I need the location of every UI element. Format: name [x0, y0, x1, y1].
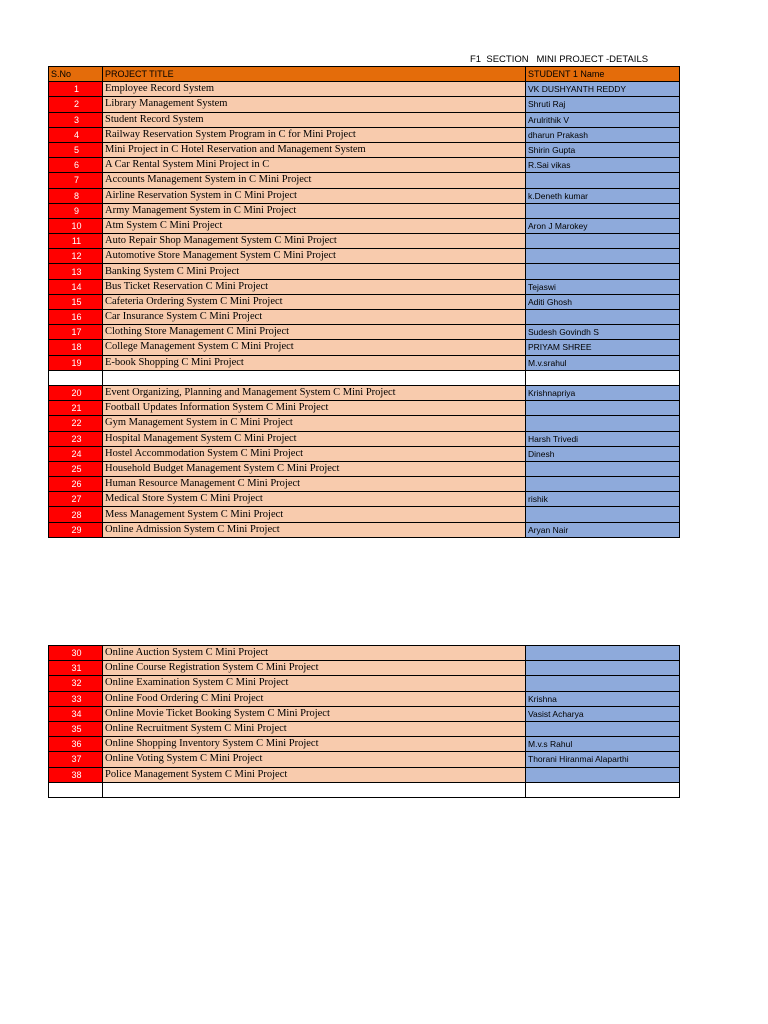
- project-title-cell[interactable]: Student Record System: [103, 112, 526, 127]
- sno-cell[interactable]: 18: [49, 340, 103, 355]
- student-name-cell[interactable]: Shruti Raj: [526, 97, 680, 112]
- student-name-cell[interactable]: [526, 767, 680, 782]
- student-name-cell[interactable]: Vasist Acharya: [526, 706, 680, 721]
- sno-cell[interactable]: 25: [49, 461, 103, 476]
- sno-cell[interactable]: 12: [49, 249, 103, 264]
- table-row: [49, 340, 680, 355]
- table-row: [49, 325, 680, 340]
- project-title-cell[interactable]: Online Recruitment System C Mini Project: [103, 721, 526, 736]
- sno-cell[interactable]: 30: [49, 646, 103, 661]
- header-sno[interactable]: S.No: [49, 67, 103, 82]
- project-title-cell[interactable]: Army Management System in C Mini Project: [103, 203, 526, 218]
- project-title-cell[interactable]: Car Insurance System C Mini Project: [103, 310, 526, 325]
- project-title-cell[interactable]: [103, 782, 526, 797]
- student-name-cell[interactable]: Dinesh: [526, 446, 680, 461]
- table-row: [49, 431, 680, 446]
- sno-cell[interactable]: [49, 370, 103, 385]
- student-name-cell[interactable]: PRIYAM SHREE: [526, 340, 680, 355]
- student-name-cell[interactable]: [526, 264, 680, 279]
- student-name-cell[interactable]: [526, 234, 680, 249]
- sno-cell[interactable]: 2: [49, 97, 103, 112]
- student-name-cell[interactable]: dharun Prakash: [526, 127, 680, 142]
- table-row: [49, 706, 680, 721]
- table-row: [49, 752, 680, 767]
- project-title-cell[interactable]: Hostel Accommodation System C Mini Project: [103, 446, 526, 461]
- project-title-cell[interactable]: Online Admission System C Mini Project: [103, 522, 526, 537]
- student-name-cell[interactable]: Shirin Gupta: [526, 142, 680, 157]
- sno-cell[interactable]: 34: [49, 706, 103, 721]
- student-name-cell[interactable]: rishik: [526, 492, 680, 507]
- sno-cell[interactable]: 19: [49, 355, 103, 370]
- student-name-cell[interactable]: [526, 646, 680, 661]
- sno-cell[interactable]: 15: [49, 294, 103, 309]
- project-title-cell[interactable]: Mini Project in C Hotel Reservation and Management System: [103, 142, 526, 157]
- student-name-cell[interactable]: [526, 370, 680, 385]
- table-row: [49, 446, 680, 461]
- table-row: [49, 676, 680, 691]
- project-title-cell[interactable]: Gym Management System in C Mini Project: [103, 416, 526, 431]
- table-row: [49, 661, 680, 676]
- sno-cell[interactable]: 36: [49, 737, 103, 752]
- sno-cell[interactable]: 20: [49, 385, 103, 400]
- table-row: [49, 782, 680, 797]
- header-project-title[interactable]: PROJECT TITLE: [103, 67, 526, 82]
- sno-cell[interactable]: 26: [49, 477, 103, 492]
- table-row: [49, 264, 680, 279]
- sno-cell[interactable]: 7: [49, 173, 103, 188]
- project-title-cell[interactable]: Police Management System C Mini Project: [103, 767, 526, 782]
- table-row: [49, 721, 680, 736]
- project-title-cell[interactable]: Airline Reservation System in C Mini Project: [103, 188, 526, 203]
- table-row: [49, 127, 680, 142]
- project-title-cell[interactable]: Online Movie Ticket Booking System C Mini Project: [103, 706, 526, 721]
- project-title-cell[interactable]: Online Food Ordering C Mini Project: [103, 691, 526, 706]
- student-name-cell[interactable]: R.Sai vikas: [526, 158, 680, 173]
- student-name-cell[interactable]: VK DUSHYANTH REDDY: [526, 82, 680, 97]
- project-title-cell[interactable]: Hospital Management System C Mini Project: [103, 431, 526, 446]
- table-row: [49, 173, 680, 188]
- table-row: [49, 158, 680, 173]
- table-row: [49, 646, 680, 661]
- table-row: [49, 82, 680, 97]
- project-title-cell[interactable]: College Management System C Mini Project: [103, 340, 526, 355]
- project-title-cell[interactable]: E-book Shopping C Mini Project: [103, 355, 526, 370]
- sno-cell[interactable]: [49, 782, 103, 797]
- student-name-cell[interactable]: Harsh Trivedi: [526, 431, 680, 446]
- table-row: [49, 461, 680, 476]
- student-name-cell[interactable]: Krishnapriya: [526, 385, 680, 400]
- project-title-cell[interactable]: Employee Record System: [103, 82, 526, 97]
- projects-table-2: [48, 645, 680, 798]
- student-name-cell[interactable]: [526, 782, 680, 797]
- sno-cell[interactable]: 5: [49, 142, 103, 157]
- sno-cell[interactable]: 3: [49, 112, 103, 127]
- project-title-cell[interactable]: Auto Repair Shop Management System C Mini Project: [103, 234, 526, 249]
- project-title-cell[interactable]: Football Updates Information System C Mini Project: [103, 401, 526, 416]
- project-title-cell[interactable]: Online Course Registration System C Mini Project: [103, 661, 526, 676]
- table-row: [49, 234, 680, 249]
- sno-cell[interactable]: 38: [49, 767, 103, 782]
- sno-cell[interactable]: 9: [49, 203, 103, 218]
- table-row: [49, 294, 680, 309]
- student-name-cell[interactable]: [526, 507, 680, 522]
- table-row: [49, 97, 680, 112]
- student-name-cell[interactable]: [526, 416, 680, 431]
- sno-cell[interactable]: 16: [49, 310, 103, 325]
- sno-cell[interactable]: 10: [49, 218, 103, 233]
- table-row: [49, 142, 680, 157]
- project-title-cell[interactable]: Bus Ticket Reservation C Mini Project: [103, 279, 526, 294]
- sno-cell[interactable]: 13: [49, 264, 103, 279]
- sno-cell[interactable]: 1: [49, 82, 103, 97]
- sno-cell[interactable]: 17: [49, 325, 103, 340]
- student-name-cell[interactable]: [526, 661, 680, 676]
- projects-table-1: [48, 66, 680, 538]
- header-student-name[interactable]: STUDENT 1 Name: [526, 67, 680, 82]
- table-row: [49, 416, 680, 431]
- sno-cell[interactable]: 6: [49, 158, 103, 173]
- table-row: [49, 691, 680, 706]
- student-name-cell[interactable]: [526, 676, 680, 691]
- student-name-cell[interactable]: [526, 203, 680, 218]
- sno-cell[interactable]: 37: [49, 752, 103, 767]
- project-title-cell[interactable]: Human Resource Management C Mini Project: [103, 477, 526, 492]
- table-row: [49, 492, 680, 507]
- student-name-cell[interactable]: Arulrithik V: [526, 112, 680, 127]
- sno-cell[interactable]: 21: [49, 401, 103, 416]
- table-row: [49, 385, 680, 400]
- project-title-cell[interactable]: Event Organizing, Planning and Management System C Mini Project: [103, 385, 526, 400]
- sno-cell[interactable]: 24: [49, 446, 103, 461]
- table-row: [49, 507, 680, 522]
- project-title-cell[interactable]: Railway Reservation System Program in C for Mini Project: [103, 127, 526, 142]
- sno-cell[interactable]: 4: [49, 127, 103, 142]
- table-row: [49, 310, 680, 325]
- sno-cell[interactable]: 14: [49, 279, 103, 294]
- table-row: [49, 767, 680, 782]
- project-title-cell[interactable]: Online Auction System C Mini Project: [103, 646, 526, 661]
- sno-cell[interactable]: 23: [49, 431, 103, 446]
- student-name-cell[interactable]: Sudesh Govindh S: [526, 325, 680, 340]
- project-title-cell[interactable]: Clothing Store Management C Mini Project: [103, 325, 526, 340]
- project-title-cell[interactable]: Cafeteria Ordering System C Mini Project: [103, 294, 526, 309]
- student-name-cell[interactable]: k.Deneth kumar: [526, 188, 680, 203]
- project-title-cell[interactable]: [103, 370, 526, 385]
- table-row: [49, 737, 680, 752]
- sno-cell[interactable]: 28: [49, 507, 103, 522]
- student-name-cell[interactable]: Thorani Hiranmai Alaparthi: [526, 752, 680, 767]
- student-name-cell[interactable]: [526, 477, 680, 492]
- sno-cell[interactable]: 32: [49, 676, 103, 691]
- project-title-cell[interactable]: Library Management System: [103, 97, 526, 112]
- sno-cell[interactable]: 11: [49, 234, 103, 249]
- project-title-cell[interactable]: Accounts Management System in C Mini Project: [103, 173, 526, 188]
- project-title-cell[interactable]: A Car Rental System Mini Project in C: [103, 158, 526, 173]
- table-row: [49, 203, 680, 218]
- table-row: [49, 401, 680, 416]
- student-name-cell[interactable]: Tejaswi: [526, 279, 680, 294]
- table-row: [49, 355, 680, 370]
- student-name-cell[interactable]: [526, 721, 680, 736]
- table-row: [49, 279, 680, 294]
- table-row: [49, 188, 680, 203]
- student-name-cell[interactable]: [526, 173, 680, 188]
- sno-cell[interactable]: 22: [49, 416, 103, 431]
- student-name-cell[interactable]: Aryan Nair: [526, 522, 680, 537]
- table-row: [49, 522, 680, 537]
- student-name-cell[interactable]: M.v.s Rahul: [526, 737, 680, 752]
- project-title-cell[interactable]: Household Budget Management System C Mini Project: [103, 461, 526, 476]
- project-title-cell[interactable]: Online Examination System C Mini Project: [103, 676, 526, 691]
- sno-cell[interactable]: 29: [49, 522, 103, 537]
- project-title-cell[interactable]: Medical Store System C Mini Project: [103, 492, 526, 507]
- project-title-cell[interactable]: Online Shopping Inventory System C Mini Project: [103, 737, 526, 752]
- sno-cell[interactable]: 33: [49, 691, 103, 706]
- project-title-cell[interactable]: Atm System C Mini Project: [103, 218, 526, 233]
- student-name-cell[interactable]: [526, 249, 680, 264]
- student-name-cell[interactable]: Aditi Ghosh: [526, 294, 680, 309]
- header-row: [49, 67, 680, 82]
- student-name-cell[interactable]: [526, 461, 680, 476]
- table-row: [49, 477, 680, 492]
- sheet-title: F1 SECTION MINI PROJECT -DETAILS: [470, 54, 649, 65]
- sno-cell[interactable]: 8: [49, 188, 103, 203]
- table-row: [49, 370, 680, 385]
- project-title-cell[interactable]: Automotive Store Management System C Mini Project: [103, 249, 526, 264]
- table-row: [49, 112, 680, 127]
- project-title-cell[interactable]: Online Voting System C Mini Project: [103, 752, 526, 767]
- table-row: [49, 218, 680, 233]
- table-row: [49, 249, 680, 264]
- student-name-cell[interactable]: [526, 401, 680, 416]
- sno-cell[interactable]: 31: [49, 661, 103, 676]
- sno-cell[interactable]: 35: [49, 721, 103, 736]
- student-name-cell[interactable]: Krishna: [526, 691, 680, 706]
- project-title-cell[interactable]: Banking System C Mini Project: [103, 264, 526, 279]
- project-title-cell[interactable]: Mess Management System C Mini Project: [103, 507, 526, 522]
- student-name-cell[interactable]: M.v.srahul: [526, 355, 680, 370]
- sno-cell[interactable]: 27: [49, 492, 103, 507]
- student-name-cell[interactable]: Aron J Marokey: [526, 218, 680, 233]
- student-name-cell[interactable]: [526, 310, 680, 325]
